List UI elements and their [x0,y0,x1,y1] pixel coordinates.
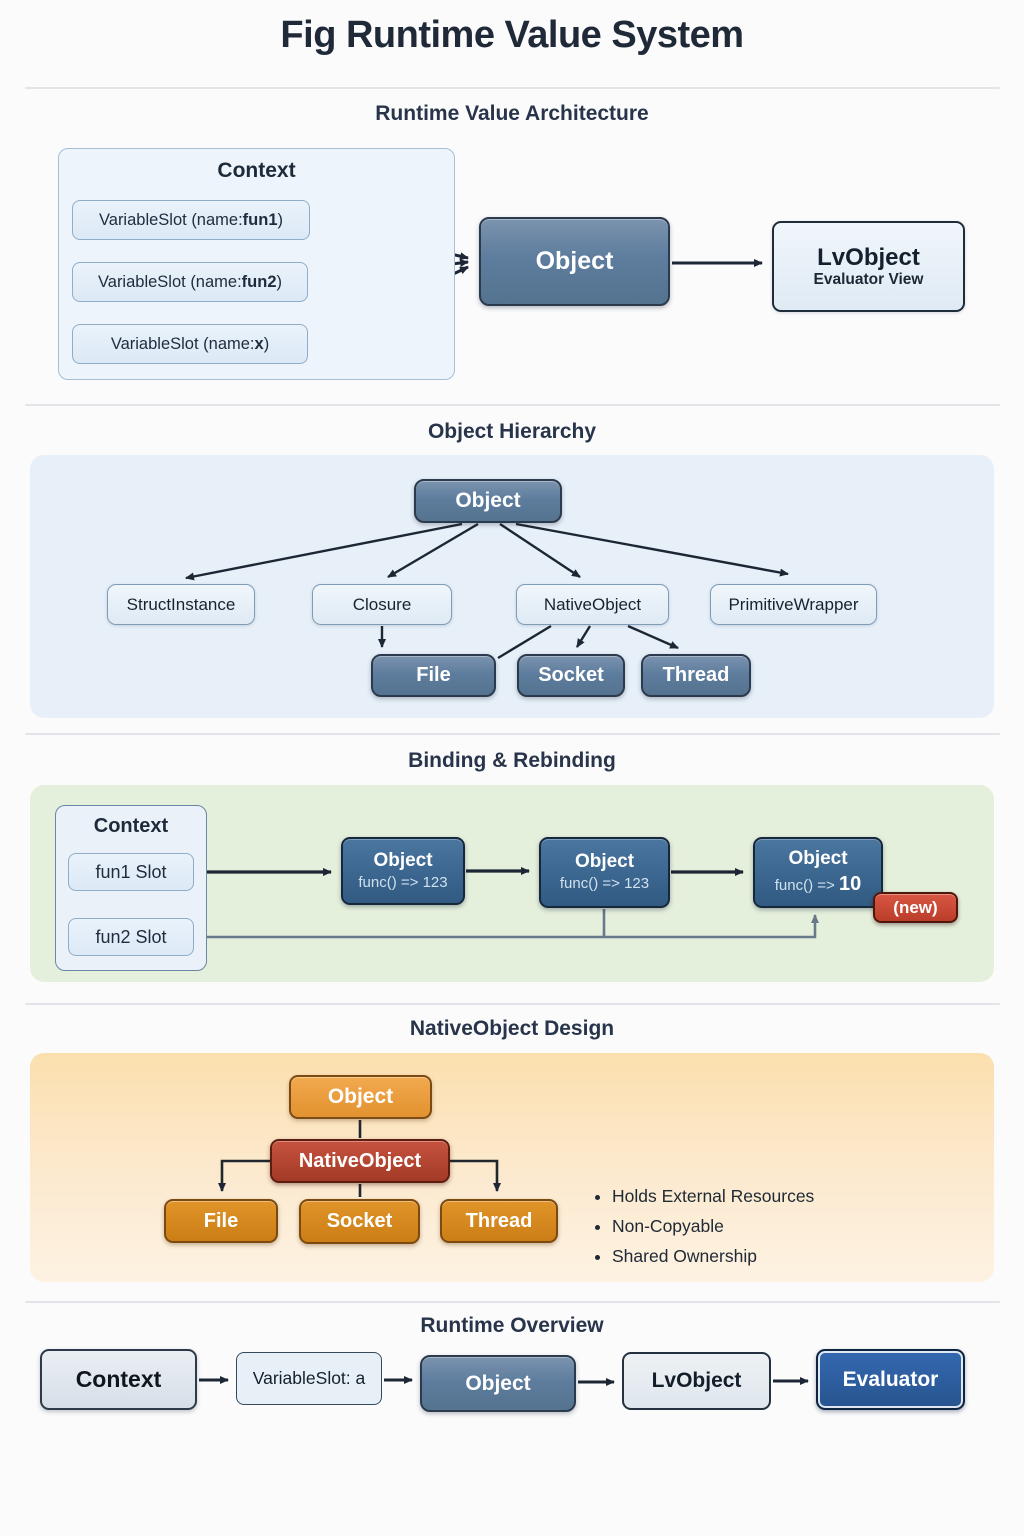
bullet-item: • Non-Copyable [612,1216,814,1237]
native-design-file: File [164,1199,278,1243]
architecture-object-node: Object [479,217,670,306]
native-design-thread: Thread [440,1199,558,1243]
hierarchy-nativeobject: NativeObject [516,584,669,625]
overview-lvobject: LvObject [622,1352,771,1410]
hierarchy-closure: Closure [312,584,452,625]
slot-text: VariableSlot (name: [110,334,255,353]
variable-slot-fun2 [72,262,308,302]
object-sub [775,871,861,897]
lvobject-label: LvObject [817,243,920,271]
overview-evaluator: Evaluator [816,1349,965,1410]
slot-name: fun1 [242,210,278,229]
object-label: Object [788,848,848,870]
binding-object-2 [539,837,670,908]
object-sub: func() => 123 [559,875,650,893]
architecture-heading: Runtime Value Architecture [375,102,649,125]
sub-value: 10 [838,872,862,895]
bullet-item: • Shared Ownership [612,1246,814,1267]
native-design-bullets [612,1186,814,1276]
hierarchy-primitivewrapper: PrimitiveWrapper [710,584,877,625]
architecture-lvobject-node [772,221,965,312]
hierarchy-root-object: Object [414,479,562,523]
hierarchy-file: File [371,654,496,697]
native-design-socket: Socket [299,1199,420,1244]
hierarchy-socket: Socket [517,654,625,697]
overview-object: Object [420,1355,576,1412]
object-label: Object [574,851,635,873]
slot-text: ) [263,334,270,353]
section-divider [25,1003,1000,1005]
context-label: Context [217,159,296,182]
slot-text: ) [276,272,283,291]
binding-context-label: Context [93,815,169,837]
slot-text: VariableSlot (name: [97,272,242,291]
section-divider [25,404,1000,406]
native-design-panel [30,1053,994,1282]
hierarchy-heading: Object Hierarchy [427,420,597,443]
binding-object-1 [341,837,465,905]
object-sub: func() => 123 [358,873,448,891]
binding-fun2-slot: fun2 Slot [68,918,194,956]
page-title: Fig Runtime Value System [280,14,744,56]
variable-slot-x [72,324,308,364]
hierarchy-structinstance: StructInstance [107,584,255,625]
binding-object-3 [753,837,883,908]
section-divider [25,1301,1000,1303]
section-divider [25,733,1000,735]
native-design-nativeobject: NativeObject [270,1139,450,1183]
section-divider [25,87,1000,89]
overview-heading: Runtime Overview [420,1314,604,1337]
sub-prefix: func() => [774,876,839,894]
binding-fun1-slot: fun1 Slot [68,853,194,891]
new-badge: (new) [873,892,958,923]
binding-heading: Binding & Rebinding [408,749,616,772]
native-design-heading: NativeObject Design [409,1017,615,1040]
hierarchy-thread: Thread [641,654,751,697]
object-label: Object [373,849,433,871]
slot-name: fun2 [241,272,277,291]
overview-variableslot: VariableSlot: a [236,1352,382,1405]
overview-context: Context [40,1349,197,1410]
lvobject-sublabel: Evaluator View [813,271,924,289]
bullet-item: • Holds External Resources [612,1186,814,1207]
native-design-object: Object [289,1075,432,1119]
slot-text: ) [277,210,284,229]
variable-slot-fun1 [72,200,310,240]
slot-text: VariableSlot (name: [98,210,243,229]
slot-name: x [254,334,264,353]
